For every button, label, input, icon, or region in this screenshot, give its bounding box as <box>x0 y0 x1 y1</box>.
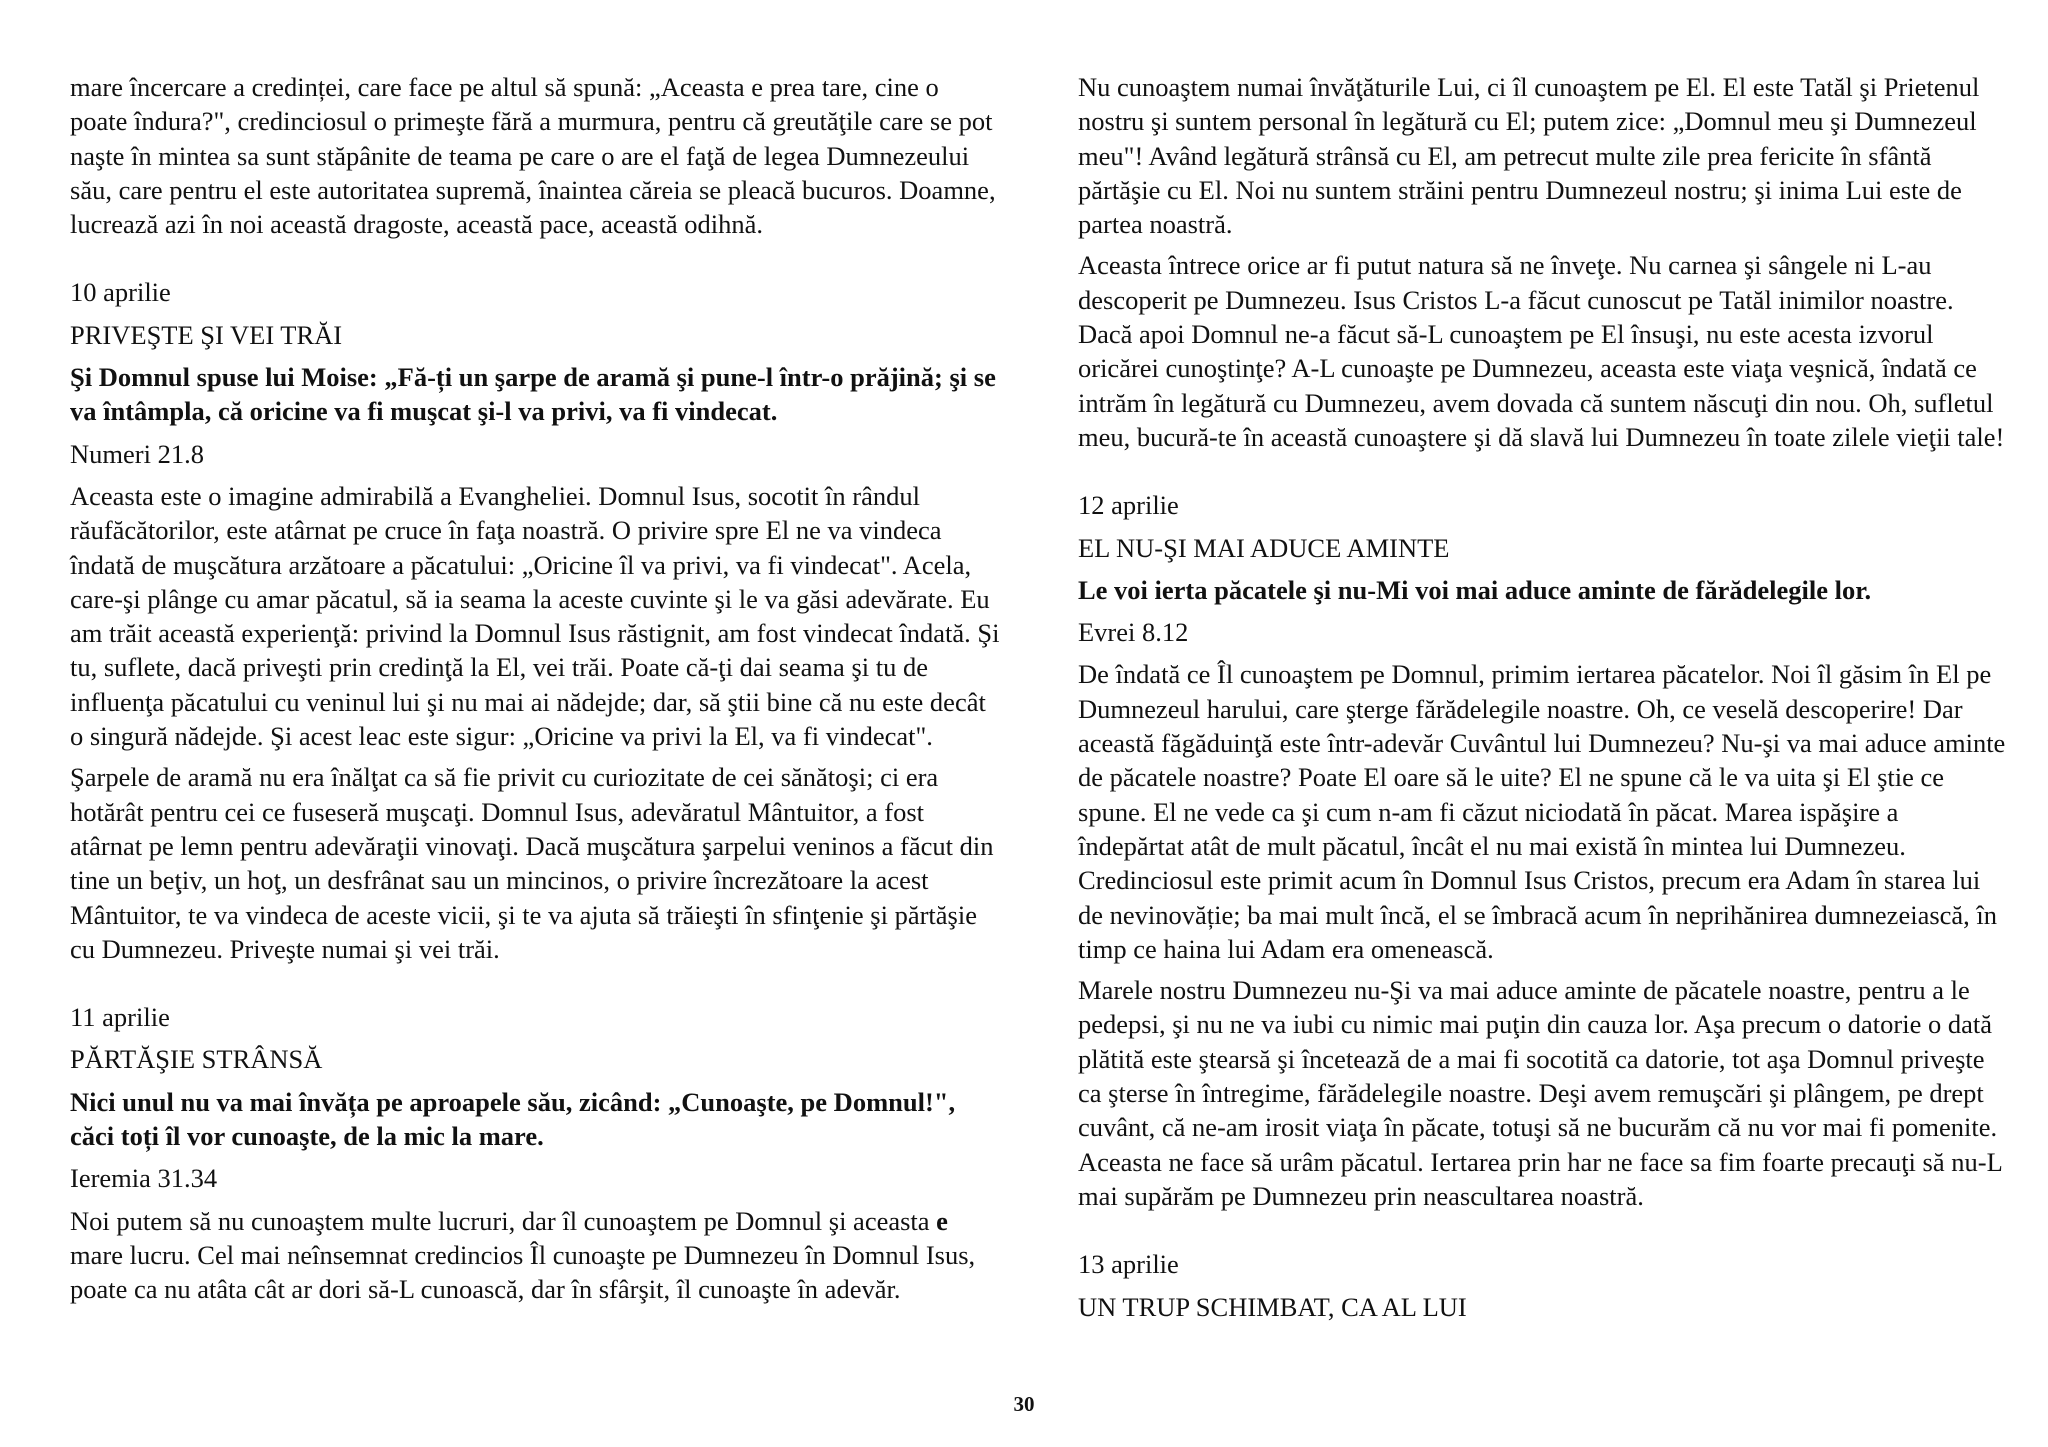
paragraph: mare încercare a credinței, care face pe altul să spună: „Aceasta e prea tare, cine o poate îndura?", credinciosul o primeşte fără a murmura, pentru că greutăţile care se pot naşte în mintea sa sunt stăpânite de teama pe care o are el faţă de legea Dumnezeului său, care pentru el este autoritatea supremă, înaintea căreia se pleacă bucuros. Doamne, lucrează azi în noi această dragoste, această pace, această odihnă. <box>70 72 996 240</box>
verse-reference: Ieremia 31.34 <box>70 1163 218 1194</box>
left-column <box>70 70 1000 1314</box>
entry-title: PĂRTĂŞIE STRÂNSĂ <box>70 1044 323 1075</box>
entry-date: 12 aprilie <box>1078 490 1179 521</box>
paragraph: Nu cunoaştem numai învăţăturile Lui, ci îl cunoaştem pe El. El este Tatăl şi Prietenul nostru şi suntem personal în legătură cu El; putem zice: „Domnul meu şi Dumnezeul meu"! Având legătură strânsă cu El, am petrecut multe zile prea fericite în sfântă părtăşie cu El. Noi nu suntem străini pentru Dumnezeul nostru; şi inima Lui este de partea noastră. <box>1078 72 1980 240</box>
right-column <box>1078 70 2008 1332</box>
verse-reference: Evrei 8.12 <box>1078 617 1189 648</box>
paragraph: Aceasta este o imagine admirabilă a Evangheliei. Domnul Isus, socotit în rândul răufăcătorilor, este atârnat pe cruce în faţa noastră. O privire spre El ne va vindeca îndată de muşcătura arzătoare a păcatului: „Oricine îl va privi, va fi vindecat". Acela, care-şi plânge cu amar păcatul, să ia seama la aceste cuvinte şi le va găsi adevărate. Eu am trăit această experienţă: privind la Domnul Isus răstignit, am fost vindecat îndată. Şi tu, suflete, dacă priveşti prin credinţă la El, vei trăi. Poate că-ţi dai seama şi tu de influenţa păcatului cu veninul lui şi nu mai ai nădejde; dar, să ştii bine că nu este decât o singură nădejde. Şi acest leac este sigur: „Oricine va privi la El, va fi vindecat". <box>70 480 1000 752</box>
paragraph: Marele nostru Dumnezeu nu-Şi va mai aduce aminte de păcatele noastre, pentru a le pedepsi, şi nu ne va iubi cu nimic mai puţin din cauza lor. Aşa precum o datorie o dată plătită este ştearsă şi încetează de a mai fi socotită ca datorie, tot aşa Domnul priveşte ca şterse în întregime, fărădelegile noastre. Deşi avem remuşcări şi plângem, pe drept cuvânt, că ne-am irosit viaţa în păcate, totuşi să ne bucurăm că nu vor mai fi pomenite. Aceasta ne face să urâm păcatul. Iertarea prin har ne face sa fim foarte precauţi să nu-L mai supărăm pe Dumnezeu prin neascultarea noastră. <box>1078 975 2002 1211</box>
page-number: 30 <box>1013 1392 1035 1416</box>
entry-title: UN TRUP SCHIMBAT, CA AL LUI <box>1078 1291 1467 1322</box>
entry-date: 11 aprilie <box>70 1002 170 1033</box>
paragraph: Aceasta întrece orice ar fi putut natura să ne înveţe. Nu carnea şi sângele ni L-au descoperit pe Dumnezeu. Isus Cristos L-a făcut cunoscut pe Tatăl inimilor noastre. Dacă apoi Domnul ne-a făcut să-L cunoaştem pe El însuşi, nu este acesta izvorul oricărei cunoştinţe? A-L cunoaşte pe Dumnezeu, aceasta este viaţa veşnică, îndată ce intrăm în legătură cu Dumnezeu, avem dovada că suntem născuţi din nou. Oh, sufletul meu, bucură-te în această cunoaştere şi dă slavă lui Dumnezeu în toate zilele vieţii tale! <box>1078 250 2005 452</box>
entry-verse: Nici unul nu va mai învăța pe aproapele său, zicând: „Cunoaşte, pe Domnul!", căci toți îl vor cunoaşte, de la mic la mare. <box>70 1086 956 1152</box>
entry-title: EL NU-ŞI MAI ADUCE AMINTE <box>1078 532 1450 563</box>
verse-reference: Numeri 21.8 <box>70 438 204 469</box>
paragraph: Şarpele de aramă nu era înălţat ca să fie privit cu curiozitate de cei sănătoşi; ci era hotărât pentru cei ce fuseseră muşcaţi. Domnul Isus, adevăratul Mântuitor, a fost atârnat pe lemn pentru adevăraţii vinovaţi. Dacă muşcătura şarpelui veninos a făcut din tine un beţiv, un hoţ, un desfrânat sau un mincinos, o privire încrezătoare la acest Mântuitor, te va vindeca de aceste vicii, şi te va ajuta să trăieşti în sfinţenie şi părtăşie cu Dumnezeu. Priveşte numai şi vei trăi. <box>70 762 994 964</box>
entry-verse: Şi Domnul spuse lui Moise: „Fă-ți un şarpe de aramă şi pune-l într-o prăjină; şi se va întâmpla, că oricine va fi muşcat şi-l va privi, va fi vindecat. <box>70 362 996 427</box>
paragraph-text: Noi putem să nu cunoaştem multe lucruri, dar îl cunoaştem pe Domnul şi aceasta <box>70 1205 937 1236</box>
entry-title: PRIVEŞTE ŞI VEI TRĂI <box>70 319 343 350</box>
paragraph-text: mare lucru. Cel mai neînsemnat credincios Îl cunoaşte pe Dumnezeu în Domnul Isus, poate ca nu atâta cât ar dori să-L cunoască, dar în sfârşit, îl cunoaşte în adevăr. <box>70 1239 976 1305</box>
paragraph-bold-letter: e <box>936 1205 948 1236</box>
paragraph <box>70 1204 1000 1307</box>
paragraph: De îndată ce Îl cunoaştem pe Domnul, primim iertarea păcatelor. Noi îl găsim în El pe Dumnezeul harului, care şterge fărădelegile noastre. Oh, ce veselă descoperire! Dar această făgăduinţă este într-adevăr Cuvântul lui Dumnezeu? Nu-şi va mai aduce aminte de păcatele noastre? Poate El oare să le uite? El ne spune că le va uita şi El ştie ce spune. El ne vede ca şi cum n-am fi căzut niciodată în păcat. Marea ispăşire a îndepărtat atât de mult păcatul, încât el nu mai există în mintea lui Dumnezeu. Credinciosul este primit acum în Domnul Isus Cristos, precum era Adam în starea lui de nevinovăție; ba mai mult încă, el se îmbracă acum în neprihănirea dumnezeiască, în timp ce haina lui Adam era omenească. <box>1078 659 2006 964</box>
entry-date: 13 aprilie <box>1078 1249 1179 1280</box>
entry-date: 10 aprilie <box>70 277 171 308</box>
entry-verse: Le voi ierta păcatele şi nu-Mi voi mai aduce aminte de fărădelegile lor. <box>1078 574 1872 605</box>
